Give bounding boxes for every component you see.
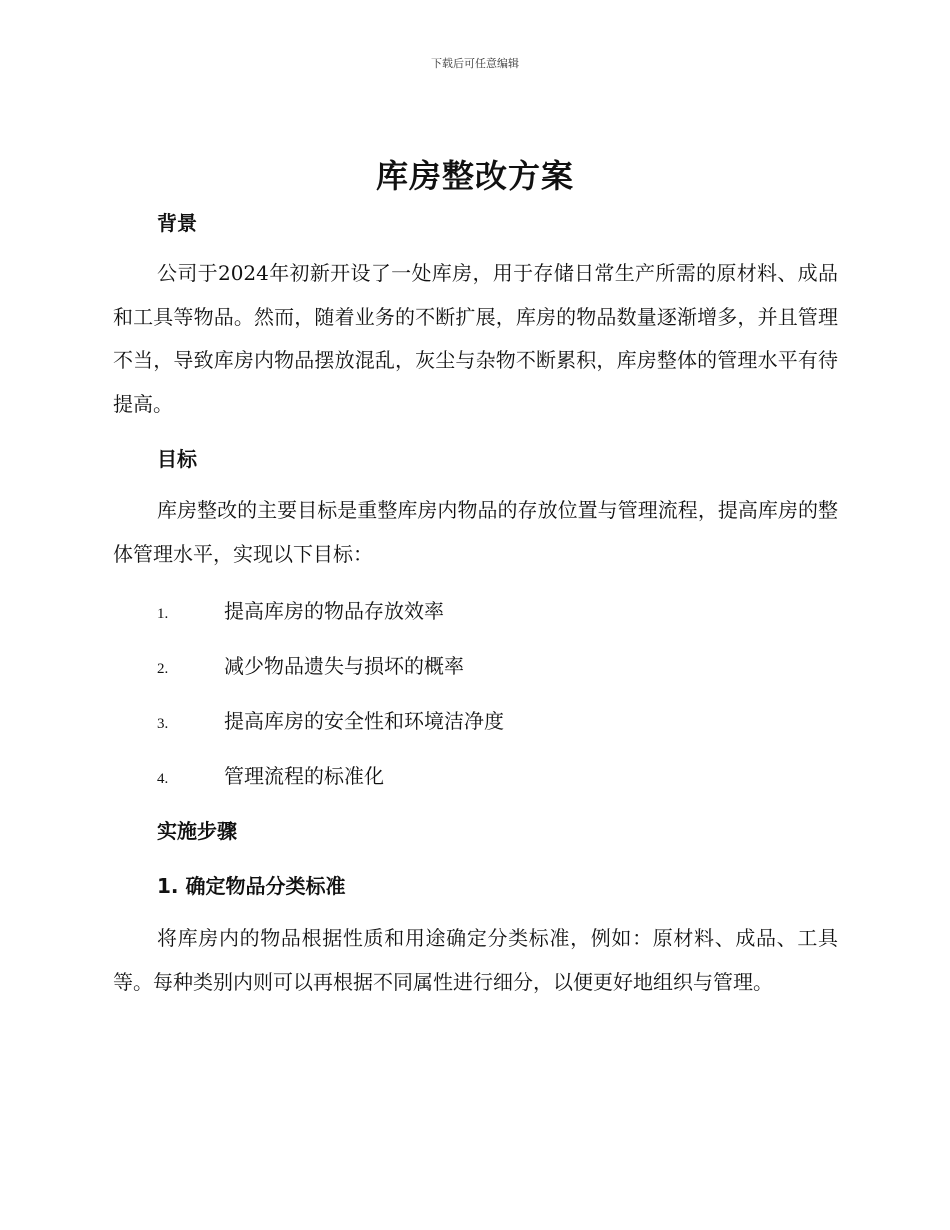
subheading-step-1: 1. 确定物品分类标准 <box>157 874 346 898</box>
heading-background: 背景 <box>157 211 197 235</box>
list-number: 2. <box>157 661 169 677</box>
list-number: 1. <box>157 606 169 622</box>
document-title: 库房整改方案 <box>375 157 574 195</box>
goal-list-item <box>157 595 444 624</box>
list-text: 减少物品遗失与损坏的概率 <box>224 654 464 678</box>
list-number: 4. <box>157 771 169 787</box>
goal-list-item <box>157 650 464 679</box>
list-text: 提高库房的物品存放效率 <box>224 599 444 623</box>
list-text: 提高库房的安全性和环境洁净度 <box>224 709 504 733</box>
header-note: 下载后可任意编辑 <box>431 57 519 70</box>
paragraph-background: 公司于2024年初新开设了一处库房，用于存储日常生产所需的原材料、成品和工具等物品。然而，随着业务的不断扩展，库房的物品数量逐渐增多，并且管理不当，导致库房内物品摆放混乱，灰尘与杂物不断累积，库房整体的管理水平有待提高。 <box>113 261 838 416</box>
paragraph-step-1: 将库房内的物品根据性质和用途确定分类标准，例如：原材料、成品、工具等。每种类别内则可以再根据不同属性进行细分，以便更好地组织与管理。 <box>113 926 838 994</box>
list-text: 管理流程的标准化 <box>224 764 384 788</box>
goal-list-item <box>157 760 384 789</box>
heading-goals: 目标 <box>157 447 197 471</box>
heading-steps: 实施步骤 <box>157 819 237 843</box>
goal-list-item <box>157 705 504 734</box>
paragraph-goals: 库房整改的主要目标是重整库房内物品的存放位置与管理流程，提高库房的整体管理水平，实现以下目标： <box>113 498 838 566</box>
list-number: 3. <box>157 716 169 732</box>
